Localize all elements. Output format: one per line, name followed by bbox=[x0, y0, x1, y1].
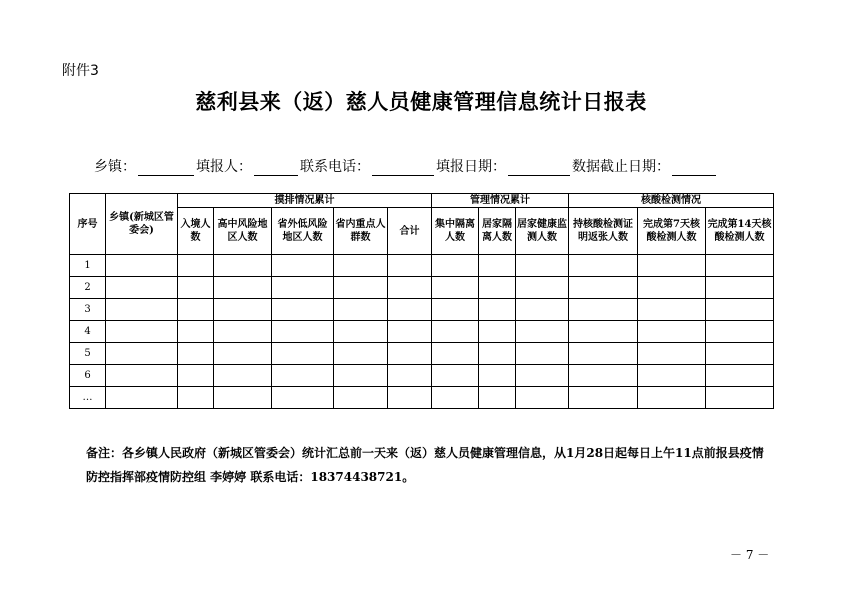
empty-cell[interactable] bbox=[516, 255, 569, 277]
empty-cell[interactable] bbox=[569, 365, 638, 387]
table-row bbox=[70, 255, 774, 277]
row-seq-cell: 4 bbox=[70, 321, 106, 343]
empty-cell[interactable] bbox=[106, 365, 178, 387]
empty-cell[interactable] bbox=[272, 299, 334, 321]
empty-cell[interactable] bbox=[569, 277, 638, 299]
empty-cell[interactable] bbox=[432, 365, 479, 387]
empty-cell[interactable] bbox=[569, 343, 638, 365]
empty-cell[interactable] bbox=[479, 343, 516, 365]
empty-cell[interactable] bbox=[106, 387, 178, 409]
fill-date-blank bbox=[508, 160, 570, 176]
empty-cell[interactable] bbox=[516, 343, 569, 365]
empty-cell[interactable] bbox=[516, 277, 569, 299]
cutoff-date-label: 数据截止日期： bbox=[572, 159, 670, 175]
empty-cell[interactable] bbox=[272, 387, 334, 409]
col-test-proof-header: 持核酸检测证明返张人数 bbox=[569, 208, 638, 255]
empty-cell[interactable] bbox=[214, 365, 272, 387]
empty-cell[interactable] bbox=[638, 387, 706, 409]
empty-cell[interactable] bbox=[432, 321, 479, 343]
empty-cell[interactable] bbox=[432, 255, 479, 277]
col-entry-header: 入境人数 bbox=[178, 208, 214, 255]
col-home-isolation-header: 居家隔离人数 bbox=[479, 208, 516, 255]
empty-cell[interactable] bbox=[569, 299, 638, 321]
empty-cell[interactable] bbox=[388, 387, 432, 409]
empty-cell[interactable] bbox=[516, 299, 569, 321]
empty-cell[interactable] bbox=[388, 255, 432, 277]
empty-cell[interactable] bbox=[272, 255, 334, 277]
header-fields bbox=[94, 156, 718, 176]
empty-cell[interactable] bbox=[334, 321, 388, 343]
empty-cell[interactable] bbox=[178, 365, 214, 387]
empty-cell[interactable] bbox=[334, 277, 388, 299]
empty-cell[interactable] bbox=[272, 343, 334, 365]
empty-cell[interactable] bbox=[638, 277, 706, 299]
empty-cell[interactable] bbox=[638, 321, 706, 343]
empty-cell[interactable] bbox=[569, 321, 638, 343]
empty-cell[interactable] bbox=[214, 255, 272, 277]
empty-cell[interactable] bbox=[388, 277, 432, 299]
empty-cell[interactable] bbox=[388, 343, 432, 365]
phone-label: 联系电话： bbox=[300, 159, 370, 175]
row-seq-cell: 3 bbox=[70, 299, 106, 321]
remark-note bbox=[62, 441, 774, 489]
col-day14-test-header: 完成第14天核酸检测人数 bbox=[706, 208, 774, 255]
empty-cell[interactable] bbox=[516, 387, 569, 409]
empty-cell[interactable] bbox=[388, 321, 432, 343]
group-management-header: 管理情况累计 bbox=[432, 194, 569, 208]
row-seq-cell: 1 bbox=[70, 255, 106, 277]
empty-cell[interactable] bbox=[638, 365, 706, 387]
table-row bbox=[70, 365, 774, 387]
group-nucleic-header: 核酸检测情况 bbox=[569, 194, 774, 208]
col-day7-test-header: 完成第7天核酸检测人数 bbox=[638, 208, 706, 255]
attachment-label: 附件3 bbox=[62, 63, 99, 79]
remark-text: 备注：各乡镇人民政府（新城区管委会）统计汇总前一天来（返）慈人员健康管理信息，从1月28日起每日上午11点前报县疫情防控指挥部疫情防控组 李婷婷 联系电话：18374438721。 bbox=[86, 446, 764, 484]
empty-cell[interactable] bbox=[479, 255, 516, 277]
empty-cell[interactable] bbox=[178, 343, 214, 365]
table-row bbox=[70, 387, 774, 409]
empty-cell[interactable] bbox=[106, 277, 178, 299]
row-seq-cell: … bbox=[70, 387, 106, 409]
page-number: － 7 － bbox=[730, 548, 770, 562]
empty-cell[interactable] bbox=[432, 387, 479, 409]
empty-cell[interactable] bbox=[706, 277, 774, 299]
empty-cell[interactable] bbox=[106, 299, 178, 321]
empty-cell[interactable] bbox=[569, 387, 638, 409]
empty-cell[interactable] bbox=[214, 343, 272, 365]
col-high-risk-header: 高中风险地区人数 bbox=[214, 208, 272, 255]
table-row bbox=[70, 299, 774, 321]
cutoff-date-blank bbox=[672, 160, 716, 176]
empty-cell[interactable] bbox=[178, 255, 214, 277]
township-header: 乡镇(新城区管委会) bbox=[106, 194, 178, 255]
empty-cell[interactable] bbox=[432, 299, 479, 321]
empty-cell[interactable] bbox=[706, 299, 774, 321]
empty-cell[interactable] bbox=[106, 321, 178, 343]
empty-cell[interactable] bbox=[479, 321, 516, 343]
group-screening-header: 摸排情况累计 bbox=[178, 194, 432, 208]
col-key-group-header: 省内重点人群数 bbox=[334, 208, 388, 255]
empty-cell[interactable] bbox=[272, 321, 334, 343]
page-title: 慈利县来（返）慈人员健康管理信息统计日报表 bbox=[195, 89, 647, 114]
empty-cell[interactable] bbox=[479, 277, 516, 299]
table-row bbox=[70, 277, 774, 299]
empty-cell[interactable] bbox=[178, 321, 214, 343]
empty-cell[interactable] bbox=[706, 255, 774, 277]
empty-cell[interactable] bbox=[106, 255, 178, 277]
township-label: 乡镇： bbox=[94, 159, 136, 175]
table-row bbox=[70, 343, 774, 365]
col-home-monitoring-header: 居家健康监测人数 bbox=[516, 208, 569, 255]
empty-cell[interactable] bbox=[516, 321, 569, 343]
filler-label: 填报人： bbox=[196, 159, 252, 175]
empty-cell[interactable] bbox=[334, 299, 388, 321]
empty-cell[interactable] bbox=[638, 343, 706, 365]
empty-cell[interactable] bbox=[706, 343, 774, 365]
row-seq-cell: 2 bbox=[70, 277, 106, 299]
col-central-isolation-header: 集中隔离人数 bbox=[432, 208, 479, 255]
col-total-header: 合计 bbox=[388, 208, 432, 255]
empty-cell[interactable] bbox=[706, 321, 774, 343]
empty-cell[interactable] bbox=[479, 299, 516, 321]
empty-cell[interactable] bbox=[214, 321, 272, 343]
empty-cell[interactable] bbox=[272, 277, 334, 299]
empty-cell[interactable] bbox=[178, 299, 214, 321]
empty-cell[interactable] bbox=[178, 277, 214, 299]
empty-cell[interactable] bbox=[388, 365, 432, 387]
empty-cell[interactable] bbox=[272, 365, 334, 387]
empty-cell[interactable] bbox=[432, 277, 479, 299]
empty-cell[interactable] bbox=[334, 343, 388, 365]
empty-cell[interactable] bbox=[214, 277, 272, 299]
empty-cell[interactable] bbox=[638, 255, 706, 277]
row-seq-cell: 5 bbox=[70, 343, 106, 365]
empty-cell[interactable] bbox=[388, 299, 432, 321]
empty-cell[interactable] bbox=[706, 387, 774, 409]
filler-blank bbox=[254, 160, 298, 176]
report-table bbox=[69, 193, 774, 409]
empty-cell[interactable] bbox=[516, 365, 569, 387]
empty-cell[interactable] bbox=[638, 299, 706, 321]
seq-header: 序号 bbox=[70, 194, 106, 255]
empty-cell[interactable] bbox=[334, 365, 388, 387]
empty-cell[interactable] bbox=[214, 387, 272, 409]
empty-cell[interactable] bbox=[178, 387, 214, 409]
row-seq-cell: 6 bbox=[70, 365, 106, 387]
empty-cell[interactable] bbox=[479, 365, 516, 387]
empty-cell[interactable] bbox=[334, 387, 388, 409]
empty-cell[interactable] bbox=[334, 255, 388, 277]
empty-cell[interactable] bbox=[569, 255, 638, 277]
empty-cell[interactable] bbox=[706, 365, 774, 387]
empty-cell[interactable] bbox=[214, 299, 272, 321]
fill-date-label: 填报日期： bbox=[436, 159, 506, 175]
table-row bbox=[70, 321, 774, 343]
empty-cell[interactable] bbox=[432, 343, 479, 365]
township-blank bbox=[138, 160, 194, 176]
empty-cell[interactable] bbox=[106, 343, 178, 365]
col-low-risk-header: 省外低风险地区人数 bbox=[272, 208, 334, 255]
phone-blank bbox=[372, 160, 434, 176]
empty-cell[interactable] bbox=[479, 387, 516, 409]
